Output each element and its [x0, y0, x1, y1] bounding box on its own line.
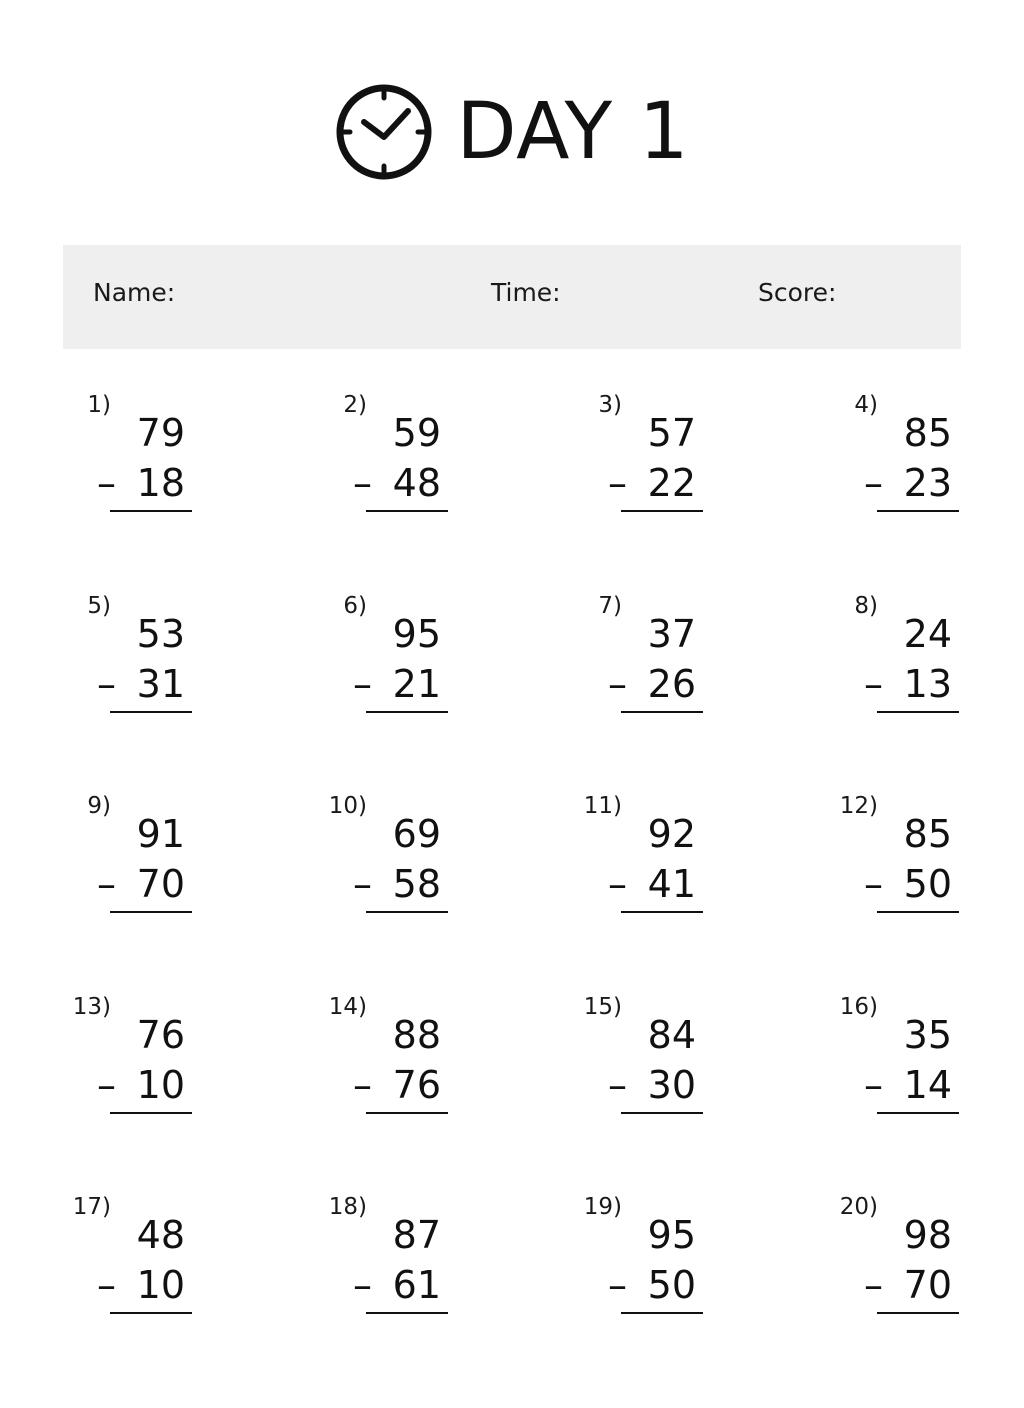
- problem-number: 15): [583, 994, 622, 1020]
- problem-number: 11): [583, 793, 622, 819]
- problem-number: 4): [854, 392, 878, 418]
- problem-5: [63, 593, 263, 743]
- problem-20: [830, 1194, 1024, 1344]
- subtrahend: 50: [903, 862, 952, 906]
- subtrahend: 18: [136, 461, 185, 505]
- problem-number: 17): [72, 1194, 111, 1220]
- subtrahend: 76: [392, 1063, 441, 1107]
- answer-line: [110, 711, 192, 713]
- score-label: Score:: [758, 278, 837, 307]
- minuend: 24: [903, 612, 952, 656]
- minus-sign: –: [97, 862, 116, 906]
- problem-number: 6): [343, 593, 367, 619]
- problem-1: [63, 392, 263, 542]
- subtrahend: 58: [392, 862, 441, 906]
- problem-number: 3): [598, 392, 622, 418]
- answer-line: [621, 1312, 703, 1314]
- minuend: 85: [903, 411, 952, 455]
- minuend: 85: [903, 812, 952, 856]
- minuend: 35: [903, 1013, 952, 1057]
- subtrahend: 10: [136, 1063, 185, 1107]
- answer-line: [877, 1112, 959, 1114]
- minus-sign: –: [97, 662, 116, 706]
- subtrahend: 22: [647, 461, 696, 505]
- problem-number: 19): [583, 1194, 622, 1220]
- problem-17: [63, 1194, 263, 1344]
- answer-line: [110, 1312, 192, 1314]
- minus-sign: –: [864, 461, 883, 505]
- minus-sign: –: [353, 862, 372, 906]
- problem-3: [574, 392, 774, 542]
- answer-line: [621, 1112, 703, 1114]
- clock-icon: [334, 77, 434, 187]
- minus-sign: –: [353, 1263, 372, 1307]
- problem-number: 18): [328, 1194, 367, 1220]
- minuend: 88: [392, 1013, 441, 1057]
- subtrahend: 13: [903, 662, 952, 706]
- problem-12: [830, 793, 1024, 943]
- answer-line: [366, 711, 448, 713]
- subtrahend: 48: [392, 461, 441, 505]
- minuend: 48: [136, 1213, 185, 1257]
- student-info-bar: [63, 245, 961, 349]
- problem-number: 14): [328, 994, 367, 1020]
- minuend: 87: [392, 1213, 441, 1257]
- subtrahend: 23: [903, 461, 952, 505]
- time-label: Time:: [491, 278, 561, 307]
- problem-number: 9): [87, 793, 111, 819]
- problem-number: 5): [87, 593, 111, 619]
- minuend: 84: [647, 1013, 696, 1057]
- problem-number: 8): [854, 593, 878, 619]
- problem-13: [63, 994, 263, 1144]
- minus-sign: –: [864, 662, 883, 706]
- answer-line: [366, 510, 448, 512]
- minus-sign: –: [353, 662, 372, 706]
- answer-line: [366, 1312, 448, 1314]
- problem-number: 12): [839, 793, 878, 819]
- minuend: 79: [136, 411, 185, 455]
- minus-sign: –: [864, 1263, 883, 1307]
- minus-sign: –: [608, 1063, 627, 1107]
- minuend: 37: [647, 612, 696, 656]
- minuend: 76: [136, 1013, 185, 1057]
- subtrahend: 10: [136, 1263, 185, 1307]
- subtrahend: 70: [903, 1263, 952, 1307]
- minus-sign: –: [97, 1063, 116, 1107]
- minuend: 91: [136, 812, 185, 856]
- answer-line: [877, 911, 959, 913]
- minuend: 92: [647, 812, 696, 856]
- answer-line: [877, 1312, 959, 1314]
- minus-sign: –: [608, 461, 627, 505]
- minus-sign: –: [608, 862, 627, 906]
- answer-line: [366, 911, 448, 913]
- subtrahend: 31: [136, 662, 185, 706]
- minus-sign: –: [864, 862, 883, 906]
- problem-4: [830, 392, 1024, 542]
- problem-number: 2): [343, 392, 367, 418]
- answer-line: [110, 911, 192, 913]
- page-title: DAY 1: [456, 87, 690, 177]
- problem-number: 1): [87, 392, 111, 418]
- answer-line: [366, 1112, 448, 1114]
- problem-8: [830, 593, 1024, 743]
- subtrahend: 14: [903, 1063, 952, 1107]
- problem-number: 16): [839, 994, 878, 1020]
- minus-sign: –: [97, 1263, 116, 1307]
- answer-line: [110, 1112, 192, 1114]
- minus-sign: –: [353, 461, 372, 505]
- subtrahend: 30: [647, 1063, 696, 1107]
- subtrahend: 70: [136, 862, 185, 906]
- subtrahend: 61: [392, 1263, 441, 1307]
- problem-15: [574, 994, 774, 1144]
- subtrahend: 41: [647, 862, 696, 906]
- minus-sign: –: [353, 1063, 372, 1107]
- problem-6: [319, 593, 519, 743]
- problem-16: [830, 994, 1024, 1144]
- problem-number: 13): [72, 994, 111, 1020]
- problem-2: [319, 392, 519, 542]
- minus-sign: –: [864, 1063, 883, 1107]
- minuend: 95: [647, 1213, 696, 1257]
- worksheet-header: [0, 72, 1024, 192]
- problem-9: [63, 793, 263, 943]
- minus-sign: –: [608, 1263, 627, 1307]
- answer-line: [621, 711, 703, 713]
- answer-line: [621, 911, 703, 913]
- problem-10: [319, 793, 519, 943]
- minuend: 98: [903, 1213, 952, 1257]
- minuend: 59: [392, 411, 441, 455]
- problem-number: 7): [598, 593, 622, 619]
- answer-line: [110, 510, 192, 512]
- problem-14: [319, 994, 519, 1144]
- problem-7: [574, 593, 774, 743]
- minus-sign: –: [608, 662, 627, 706]
- answer-line: [877, 510, 959, 512]
- problem-19: [574, 1194, 774, 1344]
- name-label: Name:: [93, 278, 176, 307]
- problem-18: [319, 1194, 519, 1344]
- subtrahend: 50: [647, 1263, 696, 1307]
- minuend: 69: [392, 812, 441, 856]
- minuend: 57: [647, 411, 696, 455]
- minuend: 95: [392, 612, 441, 656]
- problem-number: 10): [328, 793, 367, 819]
- subtrahend: 21: [392, 662, 441, 706]
- minuend: 53: [136, 612, 185, 656]
- answer-line: [621, 510, 703, 512]
- answer-line: [877, 711, 959, 713]
- problem-number: 20): [839, 1194, 878, 1220]
- minus-sign: –: [97, 461, 116, 505]
- problem-11: [574, 793, 774, 943]
- subtrahend: 26: [647, 662, 696, 706]
